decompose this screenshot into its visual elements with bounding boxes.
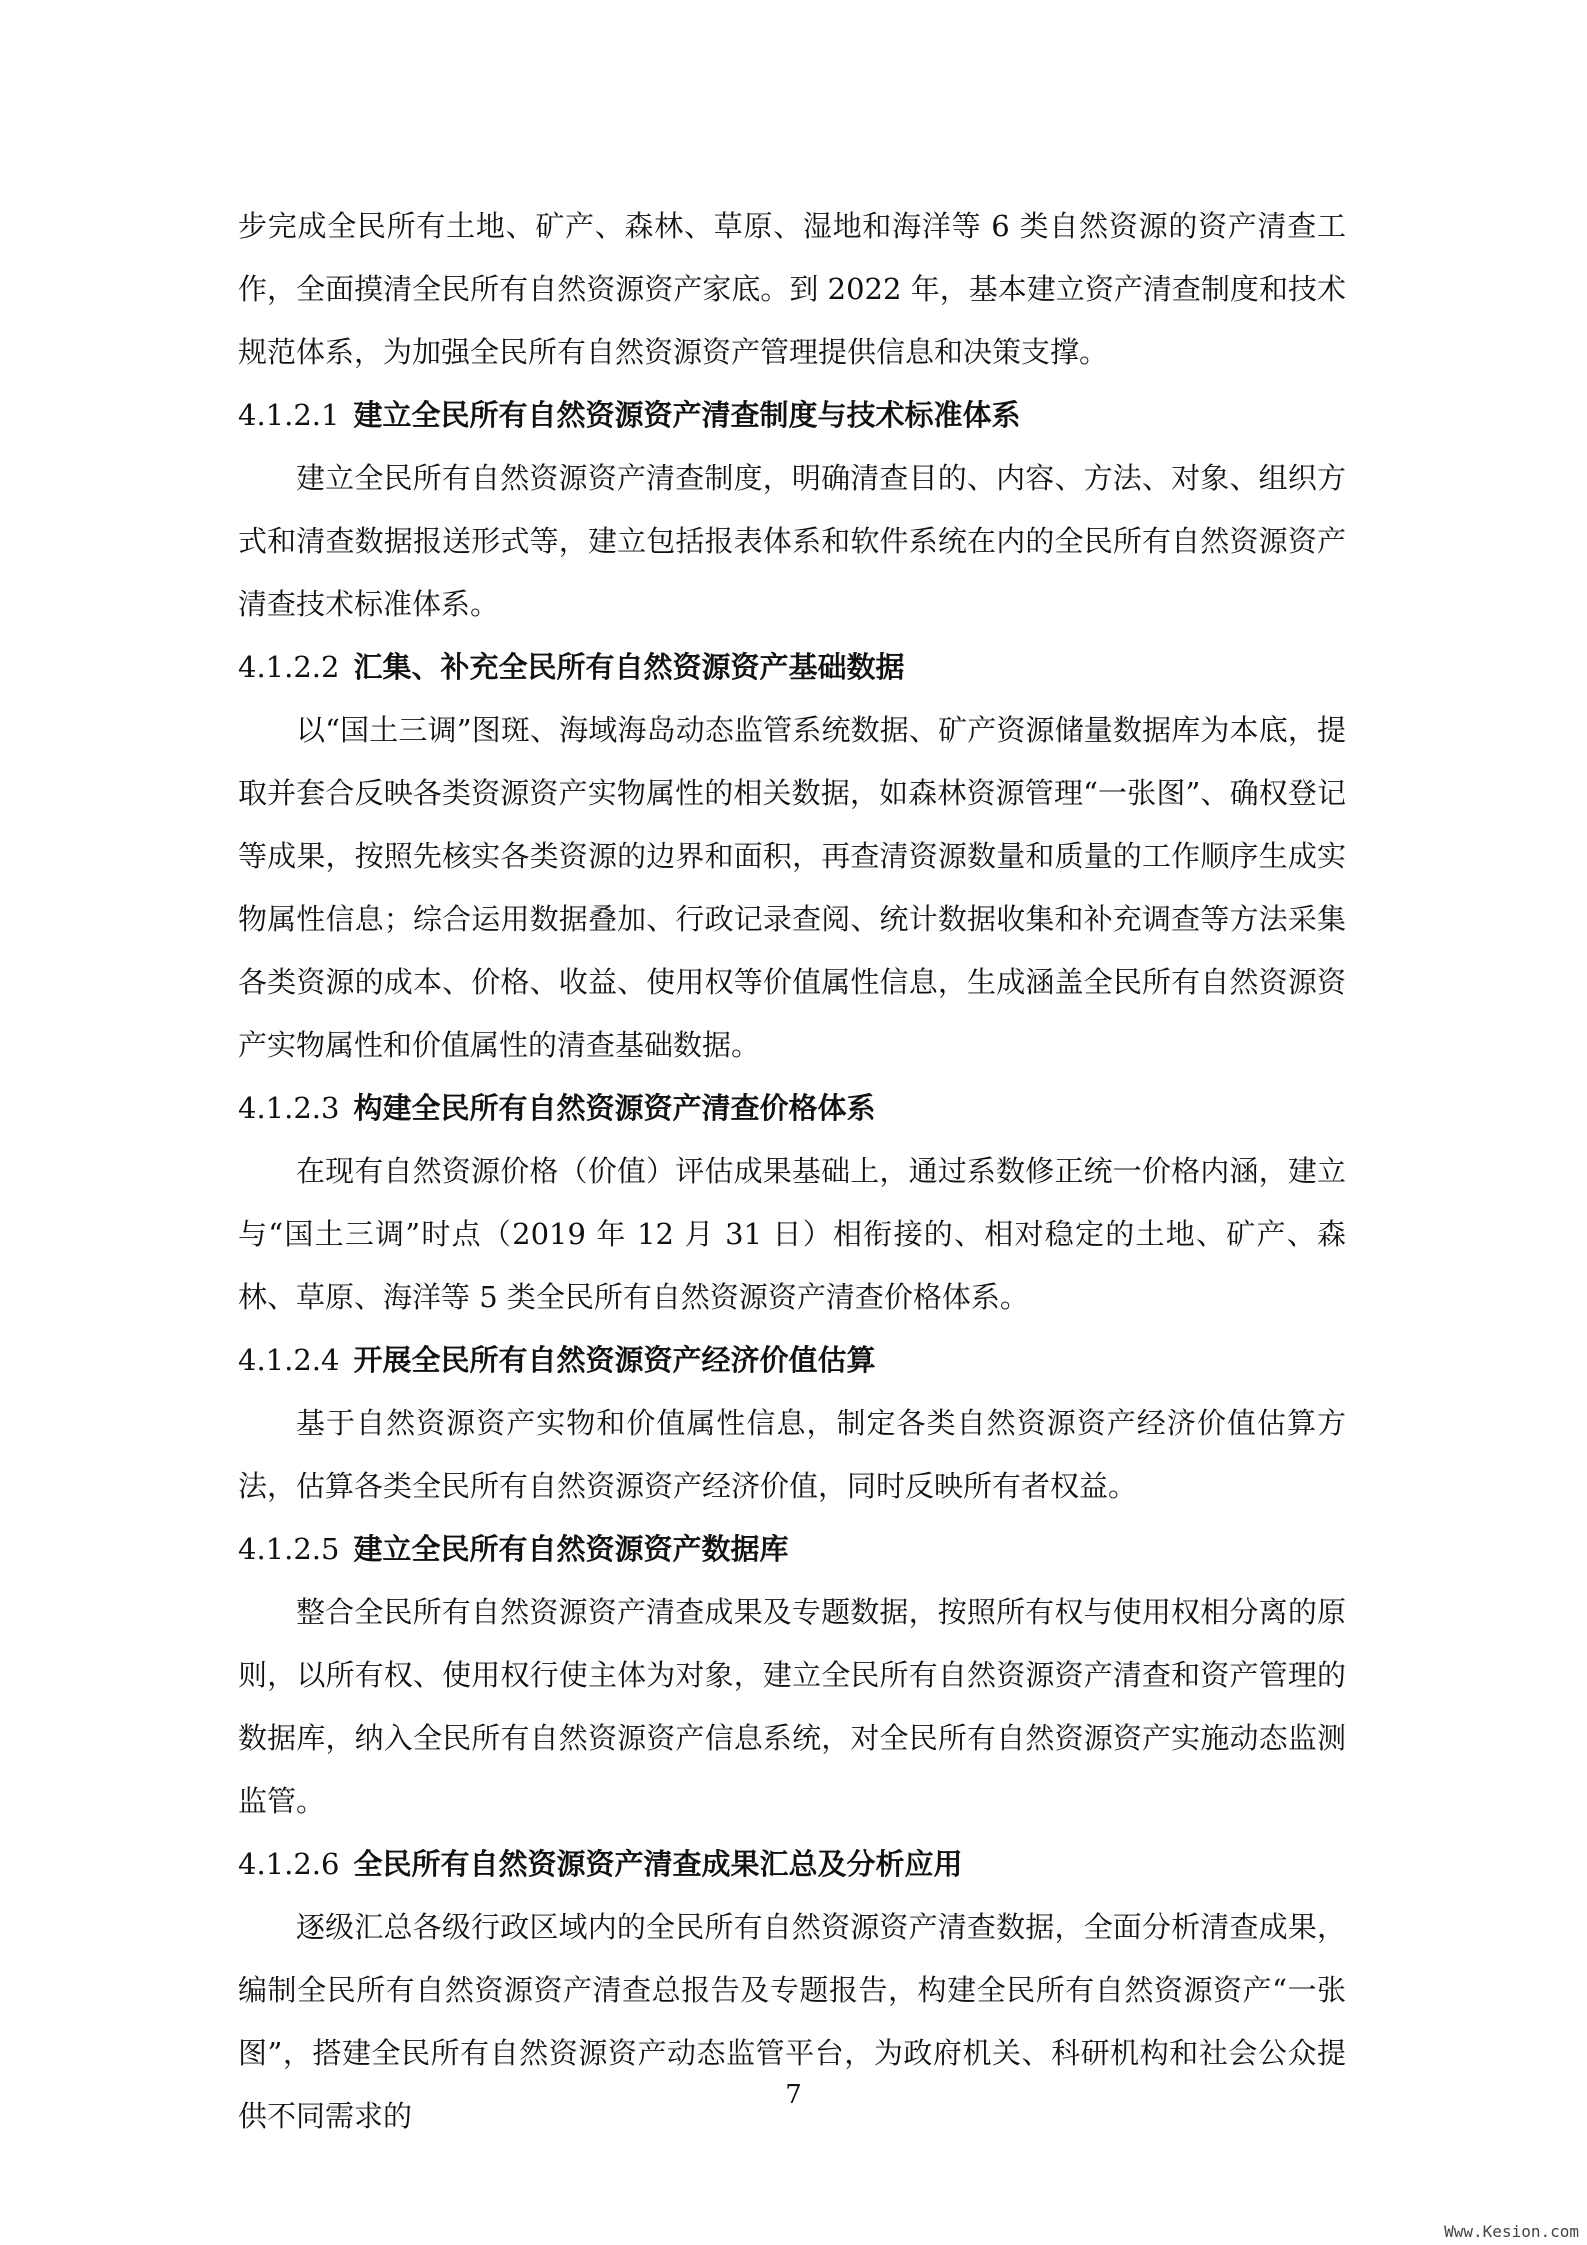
section-body: 基于自然资源资产实物和价值属性信息，制定各类自然资源资产经济价值估算方法，估算各类全民所有自然资源资产经济价值，同时反映所有者权益。 [238, 1406, 1346, 1503]
section-4-1-2-4 [238, 1329, 1346, 1518]
section-4-1-2-3 [238, 1077, 1346, 1329]
intro-paragraph: 步完成全民所有土地、矿产、森林、草原、湿地和海洋等 6 类自然资源的资产清查工作，全面摸清全民所有自然资源资产家底。到 2022 年，基本建立资产清查制度和技术规范体系，为加强全民所有自然资源资产管理提供信息和决策支撑。 [238, 209, 1346, 369]
site-watermark: Www.Kesion.com [1444, 2222, 1579, 2241]
section-body: 逐级汇总各级行政区域内的全民所有自然资源资产清查数据，全面分析清查成果，编制全民所有自然资源资产清查总报告及专题报告，构建全民所有自然资源资产“一张图”，搭建全民所有自然资源资产动态监管平台，为政府机关、科研机构和社会公众提供不同需求的 [238, 1910, 1346, 2133]
section-title: 建立全民所有自然资源资产数据库 [353, 1532, 789, 1566]
page-number: 7 [785, 2080, 802, 2110]
section-4-1-2-1 [238, 384, 1346, 636]
section-title: 建立全民所有自然资源资产清查制度与技术标准体系 [353, 398, 1021, 432]
section-heading [238, 1833, 1346, 1896]
section-heading [238, 1329, 1346, 1392]
section-title: 全民所有自然资源资产清查成果汇总及分析应用 [353, 1847, 963, 1881]
section-body: 整合全民所有自然资源资产清查成果及专题数据，按照所有权与使用权相分离的原则，以所有权、使用权行使主体为对象，建立全民所有自然资源资产清查和资产管理的数据库，纳入全民所有自然资源资产信息系统，对全民所有自然资源资产实施动态监测监管。 [238, 1595, 1346, 1818]
section-number: 4.1.2.3 [238, 1091, 340, 1125]
section-heading [238, 1518, 1346, 1581]
section-body: 以“国土三调”图斑、海域海岛动态监管系统数据、矿产资源储量数据库为本底，提取并套合反映各类资源资产实物属性的相关数据，如森林资源管理“一张图”、确权登记等成果，按照先核实各类资源的边界和面积，再查清资源数量和质量的工作顺序生成实物属性信息；综合运用数据叠加、行政记录查阅、统计数据收集和补充调查等方法采集各类资源的成本、价格、收益、使用权等价值属性信息，生成涵盖全民所有自然资源资产实物属性和价值属性的清查基础数据。 [238, 713, 1346, 1062]
section-title: 开展全民所有自然资源资产经济价值估算 [353, 1343, 876, 1377]
section-number: 4.1.2.6 [238, 1847, 340, 1881]
document-page [238, 195, 1346, 2148]
section-number: 4.1.2.2 [238, 650, 340, 684]
section-number: 4.1.2.4 [238, 1343, 340, 1377]
section-body: 建立全民所有自然资源资产清查制度，明确清查目的、内容、方法、对象、组织方式和清查数据报送形式等，建立包括报表体系和软件系统在内的全民所有自然资源资产清查技术标准体系。 [238, 461, 1346, 621]
section-heading [238, 384, 1346, 447]
section-body: 在现有自然资源价格（价值）评估成果基础上，通过系数修正统一价格内涵，建立与“国土三调”时点（2019 年 12 月 31 日）相衔接的、相对稳定的土地、矿产、森林、草原、海洋等 5 类全民所有自然资源资产清查价格体系。 [238, 1154, 1346, 1314]
section-title: 构建全民所有自然资源资产清查价格体系 [353, 1091, 876, 1125]
section-heading [238, 636, 1346, 699]
section-title: 汇集、补充全民所有自然资源资产基础数据 [353, 650, 905, 684]
section-number: 4.1.2.1 [238, 398, 340, 432]
section-4-1-2-5 [238, 1518, 1346, 1833]
section-4-1-2-2 [238, 636, 1346, 1077]
section-heading [238, 1077, 1346, 1140]
section-number: 4.1.2.5 [238, 1532, 340, 1566]
